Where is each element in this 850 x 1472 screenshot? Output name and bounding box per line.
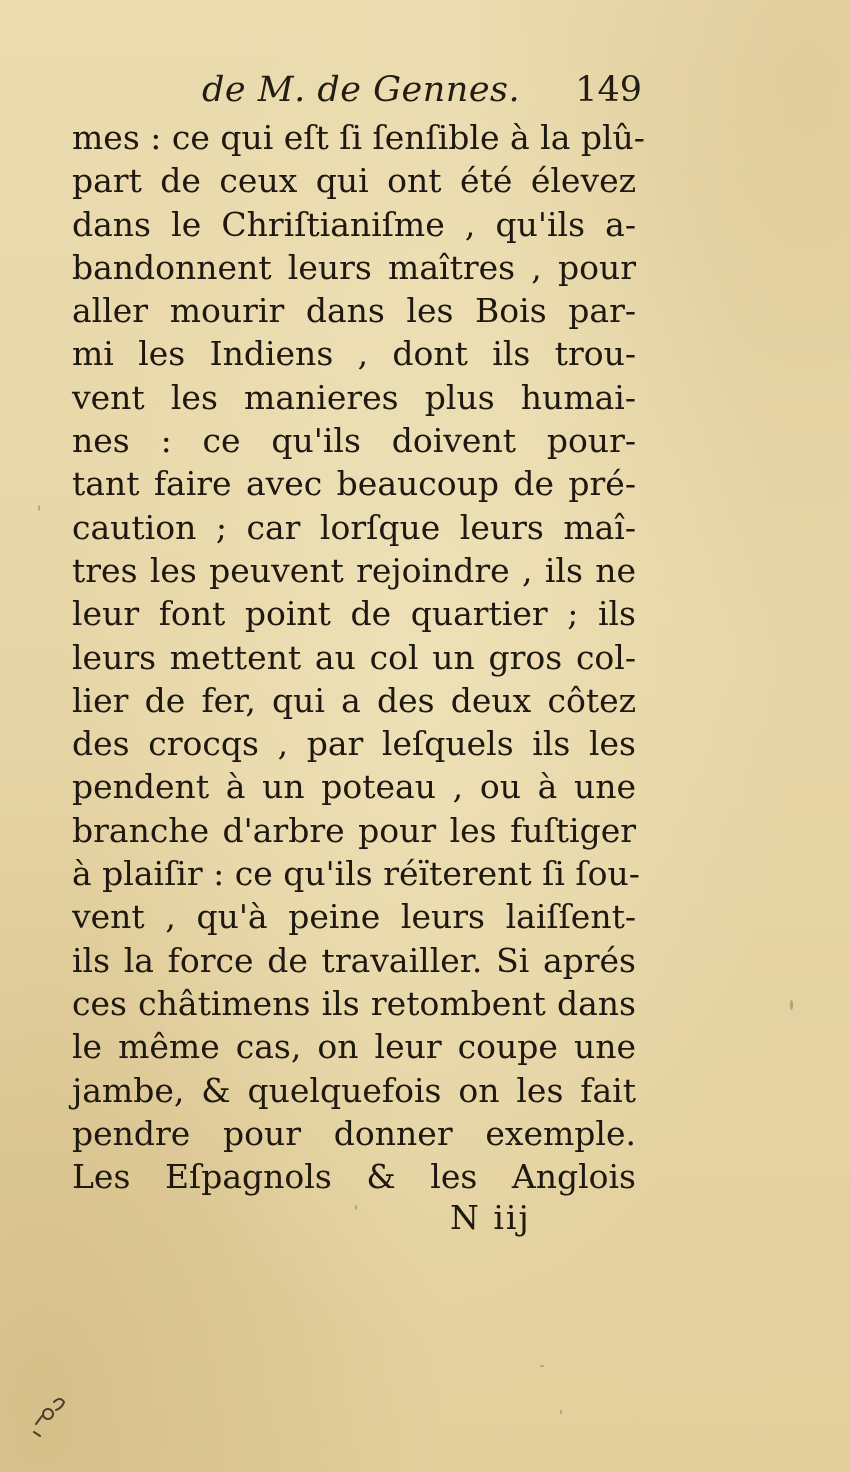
text-line: nes : ce qu'ils doivent pour-	[72, 421, 636, 461]
paper-fleck	[38, 505, 40, 511]
text-line: dans le Chriſtianiſme , qu'ils a-	[72, 204, 636, 244]
text-line: jambe, & quelquefois on les fait	[72, 1070, 636, 1110]
text-line: pendent à un poteau , ou à une	[72, 767, 636, 807]
text-line: à plaiſir : ce qu'ils réïterent ſi ſou-	[72, 854, 640, 894]
text-line: leurs mettent au col un gros col-	[72, 637, 636, 677]
text-line: leur font point de quartier ; ils	[72, 594, 636, 634]
running-title: de M. de Gennes.	[202, 70, 521, 110]
pencil-annotation-icon	[28, 1380, 88, 1440]
text-line: vent les manieres plus humai-	[72, 377, 636, 417]
text-line: vent , qu'à peine leurs laiſſent-	[72, 897, 636, 937]
text-line: bandonnent leurs maîtres , pour	[72, 247, 636, 287]
signature-mark: N iij	[450, 1198, 531, 1237]
paper-fleck	[540, 1365, 544, 1367]
paper-fleck	[355, 1205, 357, 1210]
text-line: tres les peuvent rejoindre , ils ne	[72, 550, 636, 590]
text-line: part de ceux qui ont été élevez	[72, 161, 636, 201]
running-head	[72, 66, 642, 116]
text-line: des crocqs , par leſquels ils les	[72, 724, 636, 764]
text-line: mi les Indiens , dont ils trou-	[72, 334, 636, 374]
text-line: le même cas, on leur coupe une	[72, 1027, 636, 1067]
paper-fleck	[560, 1410, 562, 1414]
page-number: 149	[575, 70, 642, 110]
text-line: ces châtimens ils retombent dans	[72, 983, 636, 1023]
text-line: Les Eſpagnols & les Anglois	[72, 1157, 636, 1197]
body-text	[72, 116, 645, 1198]
text-line: ils la force de travailler. Si aprés	[72, 940, 636, 980]
text-line: lier de fer, qui a des deux côtez	[72, 680, 636, 720]
text-line: aller mourir dans les Bois par-	[72, 291, 636, 331]
paper-fleck	[790, 1000, 793, 1010]
text-line: branche d'arbre pour les fuſtiger	[72, 810, 636, 850]
text-line: caution ; car lorſque leurs maî-	[72, 507, 636, 547]
text-line: pendre pour donner exemple.	[72, 1113, 636, 1153]
text-line: tant faire avec beaucoup de pré-	[72, 464, 636, 504]
text-line: mes : ce qui eſt ſi ſenſible à la plû-	[72, 118, 645, 157]
